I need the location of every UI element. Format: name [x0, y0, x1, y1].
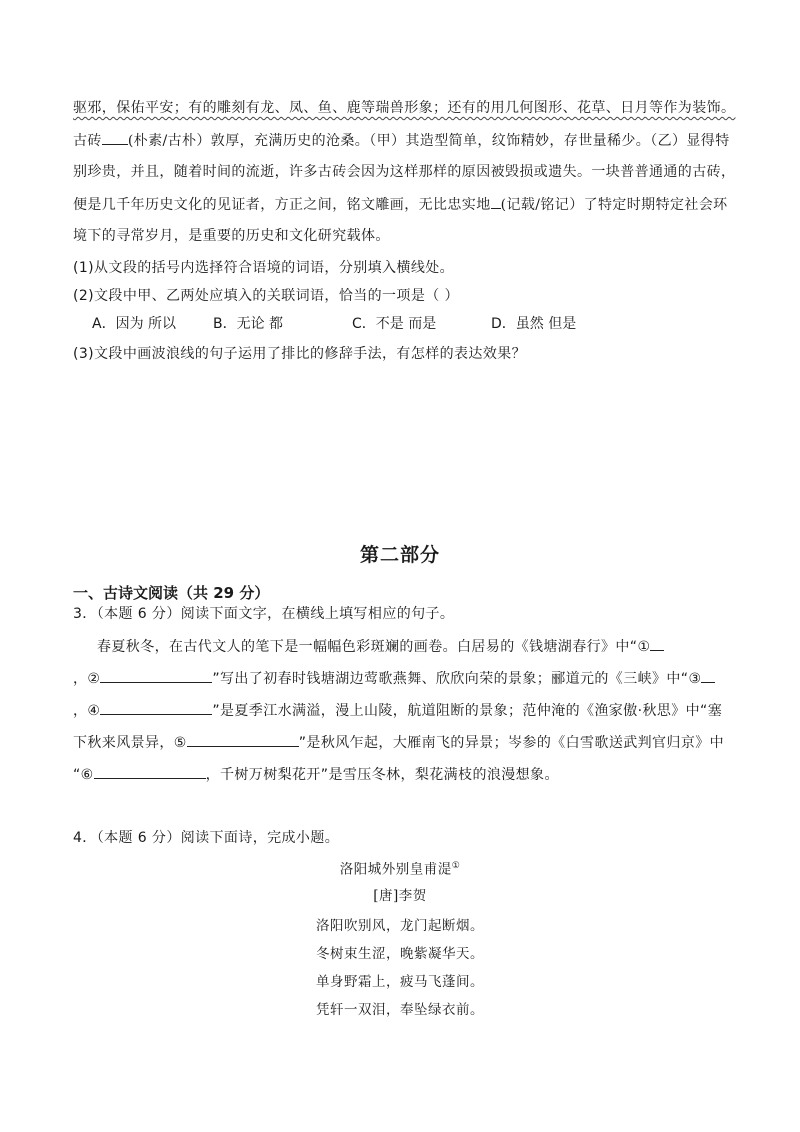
fill-blank-6[interactable] — [94, 764, 206, 779]
poem-author: [唐]李贺 — [373, 888, 427, 904]
option-a[interactable]: A．因为 所以 — [92, 316, 177, 332]
poem-line-1: 洛阳吹别风，龙门起断烟。 — [316, 918, 484, 934]
question-2: (2)文段中甲、乙两处应填入的关联词语，恰当的一项是（ ） — [73, 288, 459, 304]
fill-blank-5[interactable] — [187, 732, 299, 747]
q3-line-2: ，② ”写出了初春时钱塘湖边莺歌燕舞、欣欣向荣的景象；郦道元的《三峡》中“③ — [73, 668, 733, 689]
option-b[interactable]: B．无论 都 — [213, 316, 284, 332]
q3-line-3: ，④ ”是夏季江水满溢，漫上山陵，航道阻断的景象；范仲淹的《渔家傲·秋思》中“塞 — [73, 700, 733, 721]
footnote-marker: ① — [451, 861, 461, 871]
poem-line-3: 单身野霜上，疲马飞蓬间。 — [316, 974, 484, 990]
q3-line-1: 春夏秋冬，在古代文人的笔下是一幅幅色彩斑斓的画卷。白居易的《钱塘湖春行》中“① — [97, 636, 757, 657]
poem-title: 洛阳城外别皇甫湜① — [339, 861, 461, 878]
section-heading: 一、古诗文阅读（共 29 分） — [73, 584, 270, 602]
poem-line-2: 冬树束生涩，晚紫凝华天。 — [316, 946, 484, 962]
q3-line-5: “⑥ ，千树万树梨花开”是雪压冬林，梨花满枝的浪漫想象。 — [73, 764, 733, 785]
fill-blank-1[interactable] — [650, 636, 664, 651]
fill-blank-3[interactable] — [701, 668, 715, 683]
option-d[interactable]: D．虽然 但是 — [491, 316, 577, 332]
passage-line-5: 境下的寻常岁月，是重要的历史和文化研究载体。 — [73, 228, 390, 244]
q3-line-4: 下秋来风景异，⑤ ”是秋风乍起，大雁南飞的异景；岑参的《白雪歌送武判官归京》中 — [73, 732, 733, 753]
answer-blank-1[interactable] — [102, 130, 128, 145]
fill-blank-2[interactable] — [100, 668, 212, 683]
option-c[interactable]: C．不是 而是 — [352, 316, 437, 332]
q3-heading: 3．（本题 6 分）阅读下面文字，在横线上填写相应的句子。 — [73, 606, 455, 622]
passage-line-2: 古砖 (朴素/古朴）敦厚，充满历史的沧桑。（甲）其造型简单，纹饰精妙，存世量稀少。（乙）显得特 — [73, 130, 733, 151]
passage-line-1 — [73, 98, 736, 118]
fill-blank-4[interactable] — [100, 700, 212, 715]
poem-line-4: 凭轩一双泪，奉坠绿衣前。 — [316, 1002, 484, 1018]
passage-line-3: 别珍贵，并且，随着时间的流逝，许多古砖会因为这样那样的原因被毁损或遗失。一块普普通通的古砖， — [73, 164, 736, 180]
wavy-sentence: 驱邪，保佑平安；有的雕刻有龙、凤、鱼、鹿等瑞兽形象；还有的用几何图形、花草、日月等作为装饰。 — [73, 100, 736, 116]
question-1: (1)从文段的括号内选择符合语境的词语，分别填入横线处。 — [73, 260, 455, 276]
part-title: 第二部分 — [359, 544, 440, 566]
passage-line-4: 便是几千年历史文化的见证者，方正之间，铭文雕画，无比忠实地 (记载/铭记）了特定时期特定社会环 — [73, 194, 733, 215]
q4-heading: 4．（本题 6 分）阅读下面诗，完成小题。 — [73, 830, 340, 846]
answer-blank-2[interactable] — [491, 194, 501, 209]
question-3: (3)文段中画波浪线的句子运用了排比的修辞手法，有怎样的表达效果？ — [73, 346, 527, 362]
